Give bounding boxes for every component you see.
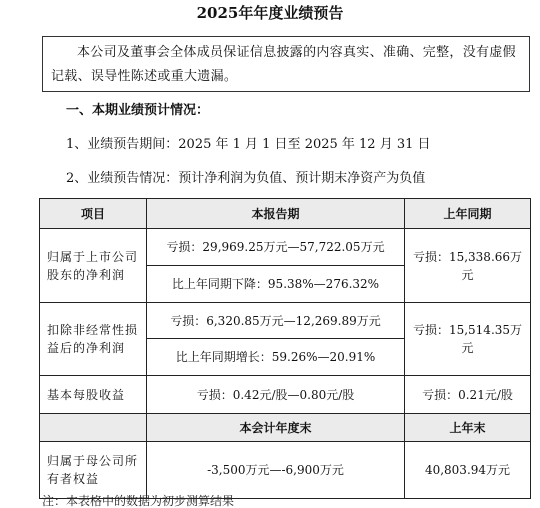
table-header-row-2 (40, 414, 531, 442)
header-item: 项目 (40, 199, 147, 229)
forecast-period-line: 1、业绩预告期间：2025 年 1 月 1 日至 2025 年 12 月 31 日 (66, 137, 431, 152)
cut-off-text-line: 注：本表格中的数据为初步测算结果 (42, 494, 235, 508)
equity-current: -3,500万元—-6,900万元 (147, 442, 405, 499)
section-heading: 一、本期业绩预计情况： (66, 103, 210, 118)
row-label-deducted-profit: 扣除非经常性损益后的净利润 (40, 303, 147, 376)
net-profit-change: 比上年同期下降：95.38%—276.32% (147, 266, 405, 303)
forecast-situation-line: 2、业绩预告情况：预计净利润为负值、预计期末净资产为负值 (66, 171, 426, 186)
header-prior-period: 上年同期 (405, 199, 531, 229)
eps-current: 亏损：0.42元/股—0.80元/股 (147, 376, 405, 414)
deducted-prior: 亏损：15,514.35万元 (405, 303, 531, 376)
table-row (40, 303, 531, 339)
deducted-loss-range: 亏损：6,320.85万元—12,269.89万元 (147, 303, 405, 339)
net-profit-loss-range: 亏损：29,969.25万元—57,722.05万元 (147, 229, 405, 266)
row-label-eps: 基本每股收益 (40, 376, 147, 414)
table-row (40, 229, 531, 266)
equity-prior: 40,803.94万元 (405, 442, 531, 499)
table-row (40, 376, 531, 414)
document-title: 2025年年度业绩预告 (196, 4, 344, 22)
table-header-row (40, 199, 531, 229)
eps-prior: 亏损：0.21元/股 (405, 376, 531, 414)
board-declaration-box: 本公司及董事会全体成员保证信息披露的内容真实、准确、完整，没有虚假记载、误导性陈述或重大遗漏。 (42, 36, 530, 92)
row-label-equity: 归属于母公司所有者权益 (40, 442, 147, 499)
deducted-change: 比上年同期增长：59.26%—20.91% (147, 339, 405, 376)
row-label-net-profit: 归属于上市公司股东的净利润 (40, 229, 147, 303)
net-profit-prior: 亏损：15,338.66万元 (405, 229, 531, 303)
header2-blank (40, 414, 147, 442)
header-current-period: 本报告期 (147, 199, 405, 229)
header2-prior: 上年末 (405, 414, 531, 442)
header2-current: 本会计年度末 (147, 414, 405, 442)
table-row (40, 442, 531, 499)
